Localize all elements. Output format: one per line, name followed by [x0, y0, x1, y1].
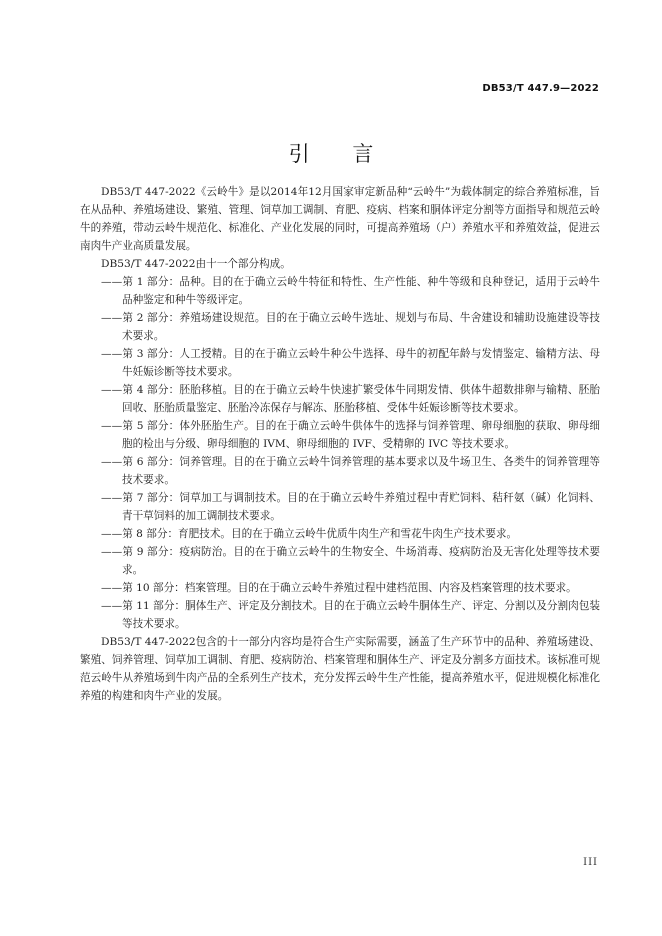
part-item-2: ——第 2 部分：养殖场建设规范。目的在于确立云岭牛选址、规划与布局、牛舍建设和辅助设施建设等技术要求。: [101, 312, 600, 342]
part-item-4: ——第 4 部分：胚胎移植。目的在于确立云岭牛快速扩繁受体牛同期发情、供体牛超数排卵与输精、胚胎回收、胚胎质量鉴定、胚胎冷冻保存与解冻、胚胎移植、受体牛妊娠诊断等技术要求。: [101, 384, 600, 414]
part-item-7: ——第 7 部分：饲草加工与调制技术。目的在于确立云岭牛养殖过程中青贮饲料、秸秆氨（碱）化饲料、青干草饲料的加工调制技术要求。: [101, 492, 600, 522]
part-item-3: ——第 3 部分：人工授精。目的在于确立云岭牛种公牛选择、母牛的初配年龄与发情鉴定、输精方法、母牛妊娠诊断等技术要求。: [101, 348, 600, 378]
intro-paragraph: DB53/T 447-2022《云岭牛》是以2014年12月国家审定新品种“云岭牛”为载体制定的综合养殖标准，旨在从品种、养殖场建设、繁殖、管理、饲草加工调制、育肥、疫病、档案和胴体评定分割等方面指导和规范云岭牛的养殖，带动云岭牛规范化、标准化、产业化发展的同时，可提高养殖场（户）养殖水平和养殖效益，促进云南肉牛产业高质量发展。: [80, 186, 600, 252]
part-item-1: ——第 1 部分：品种。目的在于确立云岭牛特征和特性、生产性能、种牛等级和良种登记，适用于云岭牛品种鉴定和种牛等级评定。: [101, 276, 600, 306]
part-item-10: ——第 10 部分：档案管理。目的在于确立云岭牛养殖过程中建档范围、内容及档案管理的技术要求。: [101, 582, 577, 594]
page-title: 引 言: [288, 142, 392, 166]
part-item-8: ——第 8 部分：育肥技术。目的在于确立云岭牛优质牛肉生产和雪花牛肉生产技术要求。: [101, 528, 518, 540]
closing-paragraph: DB53/T 447-2022包含的十一部分内容均是符合生产实际需要，涵盖了生产环节中的品种、养殖场建设、繁殖、饲养管理、饲草加工调制、育肥、疫病防治、档案管理和胴体生产、评定及分割多方面技术。该标准可规范云岭牛从养殖场到牛肉产品的全系列生产技术，充分发挥云岭牛生产性能，提高养殖水平，促进规模化标准化养殖的构建和肉牛产业的发展。: [80, 636, 600, 702]
document-body: [80, 183, 600, 705]
document-code: DB53/T 447.9—2022: [482, 83, 599, 94]
part-item-5: ——第 5 部分：体外胚胎生产。目的在于确立云岭牛供体牛的选择与饲养管理、卵母细胞的获取、卵母细胞的检出与分级、卵母细胞的 IVM、卵母细胞的 IVF、受精卵的 IVC 等技术要求。: [101, 420, 600, 450]
parts-list: [80, 273, 600, 633]
part-item-9: ——第 9 部分：疫病防治。目的在于确立云岭牛的生物安全、牛场消毒、疫病防治及无害化处理等技术要求。: [101, 546, 600, 576]
page-number: III: [583, 857, 598, 868]
part-item-11: ——第 11 部分：胴体生产、评定及分割技术。目的在于确立云岭牛胴体生产、评定、分割以及分割肉包装等技术要求。: [101, 600, 600, 630]
parts-intro: DB53/T 447-2022由十一个部分构成。: [101, 258, 291, 270]
part-item-6: ——第 6 部分：饲养管理。目的在于确立云岭牛饲养管理的基本要求以及牛场卫生、各类牛的饲养管理等技术要求。: [101, 456, 600, 486]
